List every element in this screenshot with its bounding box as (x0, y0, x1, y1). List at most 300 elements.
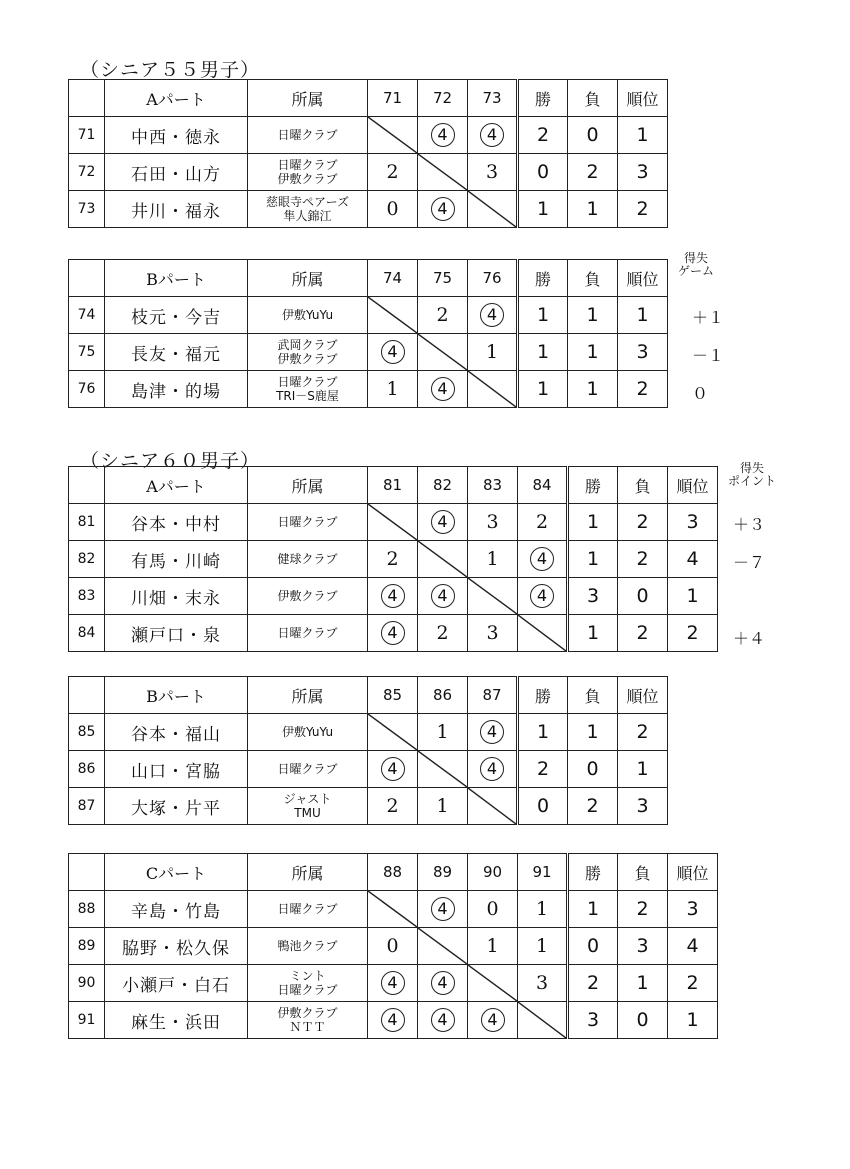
losses-value: 3 (618, 928, 668, 965)
header-row (69, 260, 668, 297)
win-circle: 4 (431, 510, 455, 534)
header-row (69, 80, 668, 117)
self-match-cell (368, 891, 418, 928)
team-number: 89 (69, 928, 105, 965)
team-name: 小瀬戸・白石 (105, 965, 248, 1002)
losses-value: 1 (568, 334, 618, 371)
wins-value: 1 (518, 297, 568, 334)
wins-header: 勝 (518, 677, 568, 714)
wins-header: 勝 (568, 854, 618, 891)
team-row (69, 504, 718, 541)
header-blank (69, 854, 105, 891)
match-score: 1 (468, 541, 518, 578)
rank-value: 1 (618, 751, 668, 788)
team-name: 有馬・川崎 (105, 541, 248, 578)
win-circle: 4 (381, 621, 405, 645)
rank-value: 2 (618, 371, 668, 408)
wins-value: 0 (518, 788, 568, 825)
team-name: 川畑・末永 (105, 578, 248, 615)
opponent-header: 89 (418, 854, 468, 891)
losses-value: 1 (568, 371, 618, 408)
team-row (69, 714, 668, 751)
match-score (468, 714, 518, 751)
diagonal-line (368, 891, 417, 927)
diagonal-line (468, 965, 517, 1001)
rank-header: 順位 (668, 854, 718, 891)
opponent-header: 85 (368, 677, 418, 714)
team-club (248, 297, 368, 334)
team-name: 谷本・福山 (105, 714, 248, 751)
team-club (248, 751, 368, 788)
league-table (68, 853, 718, 1039)
opponent-header: 72 (418, 80, 468, 117)
wins-value: 1 (518, 371, 568, 408)
losses-value: 2 (568, 788, 618, 825)
team-name: 麻生・浜田 (105, 1002, 248, 1039)
rank-value: 3 (618, 788, 668, 825)
match-score: 1 (368, 371, 418, 408)
league-table (68, 676, 668, 825)
team-number: 72 (69, 154, 105, 191)
diagonal-line (368, 714, 417, 750)
losses-value: 0 (568, 117, 618, 154)
self-match-cell (468, 371, 518, 408)
losses-header: 負 (568, 80, 618, 117)
team-club (248, 615, 368, 652)
match-score (368, 615, 418, 652)
diagonal-line (418, 334, 467, 370)
match-score (418, 371, 468, 408)
match-score (368, 751, 418, 788)
team-row (69, 788, 668, 825)
match-score: 1 (418, 788, 468, 825)
team-number: 84 (69, 615, 105, 652)
club-header: 所属 (248, 80, 368, 117)
match-score: 0 (368, 191, 418, 228)
wins-header: 勝 (568, 467, 618, 504)
header-row (69, 677, 668, 714)
match-score (418, 117, 468, 154)
rank-value: 2 (668, 615, 718, 652)
losses-value: 1 (618, 965, 668, 1002)
match-score (518, 541, 568, 578)
rank-value: 1 (668, 578, 718, 615)
wins-value: 1 (518, 714, 568, 751)
wins-value: 3 (568, 1002, 618, 1039)
diagonal-line (368, 117, 417, 153)
self-match-cell (468, 191, 518, 228)
match-score: 0 (368, 928, 418, 965)
rank-value: 2 (618, 714, 668, 751)
team-number: 75 (69, 334, 105, 371)
wins-value: 1 (568, 541, 618, 578)
team-number: 74 (69, 297, 105, 334)
team-number: 86 (69, 751, 105, 788)
win-circle: 4 (431, 897, 455, 921)
self-match-cell (418, 541, 468, 578)
losses-value: 0 (618, 578, 668, 615)
win-circle: 4 (480, 720, 504, 744)
opponent-header: 88 (368, 854, 418, 891)
diagonal-line (518, 615, 566, 651)
header-blank (69, 467, 105, 504)
win-circle: 4 (381, 971, 405, 995)
win-circle: 4 (530, 584, 554, 608)
club-line: 日曜クラブ (277, 626, 338, 640)
rank-value: 4 (668, 928, 718, 965)
match-score: 1 (518, 891, 568, 928)
team-row (69, 751, 668, 788)
club-line: 日曜クラブ (277, 515, 338, 529)
win-circle: 4 (381, 584, 405, 608)
opponent-header: 83 (468, 467, 518, 504)
side-value: ＋４ (733, 629, 766, 648)
losses-value: 0 (618, 1002, 668, 1039)
side-header (678, 252, 714, 278)
opponent-header: 87 (468, 677, 518, 714)
club-line: TMU (294, 806, 321, 820)
opponent-header: 81 (368, 467, 418, 504)
losses-header: 負 (618, 467, 668, 504)
team-row (69, 334, 668, 371)
losses-value: 2 (618, 891, 668, 928)
team-number: 76 (69, 371, 105, 408)
team-row (69, 117, 668, 154)
league-table (68, 466, 718, 652)
team-club (248, 965, 368, 1002)
diagonal-line (418, 154, 467, 190)
rank-value: 2 (618, 191, 668, 228)
club-header: 所属 (248, 677, 368, 714)
club-line: 伊敷クラブ (277, 1006, 338, 1020)
diagonal-line (418, 751, 467, 787)
team-name: 瀬戸口・泉 (105, 615, 248, 652)
diagonal-line (418, 928, 467, 964)
header-blank (69, 677, 105, 714)
wins-value: 1 (568, 891, 618, 928)
rank-value: 3 (668, 891, 718, 928)
self-match-cell (468, 788, 518, 825)
team-row (69, 371, 668, 408)
team-club (248, 1002, 368, 1039)
diagonal-line (368, 297, 417, 333)
win-circle: 4 (381, 757, 405, 781)
club-line: 日曜クラブ (277, 128, 338, 142)
self-match-cell (418, 928, 468, 965)
opponent-header: 71 (368, 80, 418, 117)
match-score: 0 (468, 891, 518, 928)
wins-value: 3 (568, 578, 618, 615)
team-number: 81 (69, 504, 105, 541)
club-header: 所属 (248, 467, 368, 504)
losses-value: 1 (568, 191, 618, 228)
match-score: 2 (418, 297, 468, 334)
losses-header: 負 (568, 677, 618, 714)
team-name: 島津・的場 (105, 371, 248, 408)
club-line: 伊敷クラブ (277, 352, 338, 366)
team-number: 71 (69, 117, 105, 154)
rank-value: 3 (668, 504, 718, 541)
team-row (69, 578, 718, 615)
club-line: 伊敷クラブ (277, 172, 338, 186)
rank-value: 1 (618, 117, 668, 154)
team-club (248, 371, 368, 408)
club-line: 日曜クラブ (277, 983, 338, 997)
match-score: 1 (468, 928, 518, 965)
section-title: （シニア６０男子） (80, 450, 261, 472)
team-club (248, 928, 368, 965)
team-name: 谷本・中村 (105, 504, 248, 541)
section-title: （シニア５５男子） (80, 59, 261, 81)
match-score (418, 1002, 468, 1039)
match-score: 3 (518, 965, 568, 1002)
team-row (69, 891, 718, 928)
diagonal-line (518, 1002, 566, 1038)
match-score: 2 (518, 504, 568, 541)
match-score: 2 (418, 615, 468, 652)
team-club (248, 334, 368, 371)
team-number: 88 (69, 891, 105, 928)
self-match-cell (418, 154, 468, 191)
match-score (418, 504, 468, 541)
team-row (69, 615, 718, 652)
wins-value: 2 (518, 751, 568, 788)
opponent-header: 90 (468, 854, 518, 891)
side-value: ＋３ (733, 515, 766, 534)
team-row (69, 297, 668, 334)
match-score: 2 (368, 541, 418, 578)
losses-value: 2 (618, 615, 668, 652)
team-number: 90 (69, 965, 105, 1002)
self-match-cell (418, 751, 468, 788)
club-line: 伊敷YuYu (281, 725, 334, 739)
match-score: 2 (368, 788, 418, 825)
opponent-header: 86 (418, 677, 468, 714)
team-name: 中西・徳永 (105, 117, 248, 154)
win-circle: 4 (381, 1008, 405, 1032)
opponent-header: 84 (518, 467, 568, 504)
losses-value: 1 (568, 297, 618, 334)
team-name: 長友・福元 (105, 334, 248, 371)
side-header-line: 得失 (684, 251, 709, 265)
wins-value: 2 (518, 117, 568, 154)
club-line: ＮＴＴ (289, 1020, 326, 1034)
wins-value: 2 (568, 965, 618, 1002)
club-line: 伊敷クラブ (277, 589, 338, 603)
club-line: 武岡クラブ (277, 338, 338, 352)
team-name: 井川・福永 (105, 191, 248, 228)
losses-value: 1 (568, 714, 618, 751)
match-score (468, 117, 518, 154)
wins-header: 勝 (518, 260, 568, 297)
opponent-header: 75 (418, 260, 468, 297)
wins-value: 1 (568, 615, 618, 652)
team-number: 87 (69, 788, 105, 825)
team-row (69, 928, 718, 965)
part-header: Cパート (105, 854, 248, 891)
team-name: 辛島・竹島 (105, 891, 248, 928)
match-score: 1 (418, 714, 468, 751)
win-circle: 4 (431, 584, 455, 608)
win-circle: 4 (431, 971, 455, 995)
self-match-cell (418, 334, 468, 371)
match-score (368, 1002, 418, 1039)
match-score: 3 (468, 615, 518, 652)
match-score (418, 191, 468, 228)
header-blank (69, 80, 105, 117)
match-score: 1 (518, 928, 568, 965)
side-header-line: ゲーム (678, 264, 715, 278)
header-blank (69, 260, 105, 297)
club-line: TRI－S鹿屋 (276, 389, 339, 403)
club-line: 慈眼寺ペアーズ (265, 195, 350, 209)
side-header (728, 462, 776, 488)
losses-header: 負 (568, 260, 618, 297)
club-line: 日曜クラブ (277, 762, 338, 776)
match-score (468, 297, 518, 334)
win-circle: 4 (431, 123, 455, 147)
team-club (248, 891, 368, 928)
rank-value: 3 (618, 154, 668, 191)
match-score (468, 751, 518, 788)
wins-value: 1 (568, 504, 618, 541)
win-circle: 4 (481, 1008, 505, 1032)
match-score (418, 578, 468, 615)
side-value: －７ (733, 553, 766, 572)
league-table (68, 79, 668, 228)
win-circle: 4 (480, 757, 504, 781)
rank-value: 1 (618, 297, 668, 334)
opponent-header: 76 (468, 260, 518, 297)
self-match-cell (468, 965, 518, 1002)
self-match-cell (518, 1002, 568, 1039)
win-circle: 4 (530, 547, 554, 571)
team-number: 91 (69, 1002, 105, 1039)
team-club (248, 504, 368, 541)
team-club (248, 788, 368, 825)
club-line: ミント (289, 969, 326, 983)
diagonal-line (468, 371, 516, 407)
team-club (248, 578, 368, 615)
club-line: 伊敷YuYu (281, 308, 334, 322)
side-header-line: 得失 (740, 461, 765, 475)
win-circle: 4 (431, 197, 455, 221)
team-club (248, 191, 368, 228)
club-line: 日曜クラブ (277, 902, 338, 916)
win-circle: 4 (431, 377, 455, 401)
club-line: ジャスト (283, 792, 332, 806)
opponent-header: 74 (368, 260, 418, 297)
club-header: 所属 (248, 854, 368, 891)
diagonal-line (418, 541, 467, 577)
self-match-cell (468, 578, 518, 615)
club-line: 健球クラブ (277, 552, 338, 566)
match-score (368, 965, 418, 1002)
team-club (248, 714, 368, 751)
diagonal-line (468, 578, 517, 614)
self-match-cell (518, 615, 568, 652)
match-score (468, 1002, 518, 1039)
wins-value: 1 (518, 191, 568, 228)
wins-header: 勝 (518, 80, 568, 117)
team-number: 82 (69, 541, 105, 578)
wins-value: 0 (568, 928, 618, 965)
part-header: Aパート (105, 467, 248, 504)
team-row (69, 191, 668, 228)
part-header: Bパート (105, 677, 248, 714)
losses-value: 2 (618, 504, 668, 541)
club-line: 日曜クラブ (277, 375, 338, 389)
match-score: 1 (468, 334, 518, 371)
match-score (418, 965, 468, 1002)
losses-value: 0 (568, 751, 618, 788)
rank-header: 順位 (618, 80, 668, 117)
losses-header: 負 (618, 854, 668, 891)
diagonal-line (468, 788, 516, 824)
team-row (69, 154, 668, 191)
league-table (68, 259, 668, 408)
wins-value: 1 (518, 334, 568, 371)
rank-header: 順位 (618, 677, 668, 714)
team-name: 山口・宮脇 (105, 751, 248, 788)
diagonal-line (368, 504, 417, 540)
team-row (69, 965, 718, 1002)
diagonal-line (468, 191, 516, 227)
rank-value: 2 (668, 965, 718, 1002)
rank-value: 3 (618, 334, 668, 371)
self-match-cell (368, 117, 418, 154)
opponent-header: 91 (518, 854, 568, 891)
match-score: 2 (368, 154, 418, 191)
rank-header: 順位 (618, 260, 668, 297)
team-number: 73 (69, 191, 105, 228)
match-score (418, 891, 468, 928)
win-circle: 4 (480, 303, 504, 327)
club-line: 日曜クラブ (277, 158, 338, 172)
part-header: Aパート (105, 80, 248, 117)
team-club (248, 541, 368, 578)
rank-value: 1 (668, 1002, 718, 1039)
team-name: 大塚・片平 (105, 788, 248, 825)
self-match-cell (368, 504, 418, 541)
team-row (69, 541, 718, 578)
team-number: 85 (69, 714, 105, 751)
opponent-header: 73 (468, 80, 518, 117)
match-score (518, 578, 568, 615)
team-name: 石田・山方 (105, 154, 248, 191)
club-line: 隼人錦江 (283, 209, 332, 223)
header-row (69, 467, 718, 504)
losses-value: 2 (568, 154, 618, 191)
side-value: ＋１ (692, 308, 725, 327)
club-line: 鴨池クラブ (277, 939, 338, 953)
match-score (368, 334, 418, 371)
win-circle: 4 (431, 1008, 455, 1032)
club-header: 所属 (248, 260, 368, 297)
match-score: 3 (468, 504, 518, 541)
opponent-header: 82 (418, 467, 468, 504)
team-row (69, 1002, 718, 1039)
match-score (368, 578, 418, 615)
header-row (69, 854, 718, 891)
wins-value: 0 (518, 154, 568, 191)
team-club (248, 117, 368, 154)
team-number: 83 (69, 578, 105, 615)
self-match-cell (368, 297, 418, 334)
side-value: ０ (692, 384, 709, 403)
rank-value: 4 (668, 541, 718, 578)
team-name: 枝元・今吉 (105, 297, 248, 334)
